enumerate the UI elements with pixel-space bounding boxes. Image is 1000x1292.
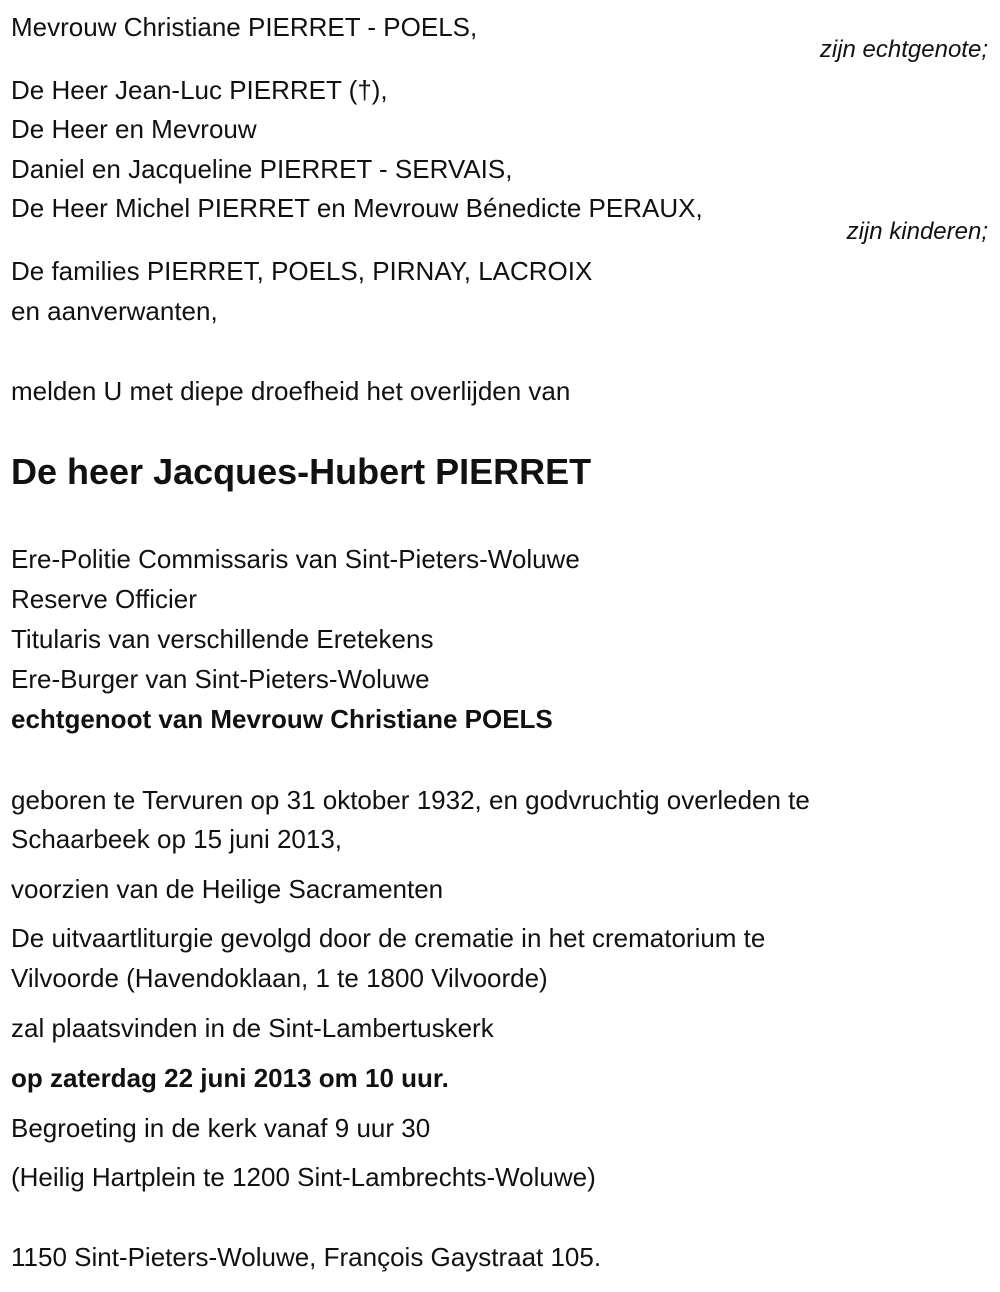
spouse-role: zijn echtgenote; xyxy=(819,36,988,63)
families-line: en aanverwanten, xyxy=(11,296,218,326)
church-address: (Heilig Hartplein te 1200 Sint-Lambrechts-Woluwe) xyxy=(11,1162,596,1192)
child-line: Daniel en Jacqueline PIERRET - SERVAIS, xyxy=(11,154,513,184)
birth-line: geboren te Tervuren op 31 oktober 1932, en godvruchtig overleden te xyxy=(11,785,810,815)
birth-line: Schaarbeek op 15 juni 2013, xyxy=(11,824,343,854)
sacraments: voorzien van de Heilige Sacramenten xyxy=(11,874,444,904)
deceased-name: De heer Jacques-Hubert PIERRET xyxy=(11,451,592,492)
greeting: Begroeting in de kerk vanaf 9 uur 30 xyxy=(11,1113,431,1143)
announcement: melden U met diepe droefheid het overlijden van xyxy=(11,376,571,406)
church: zal plaatsvinden in de Sint-Lambertuskerk xyxy=(11,1013,494,1043)
title-line: Titularis van verschillende Eretekens xyxy=(11,624,434,654)
liturgy-line: De uitvaartliturgie gevolgd door de crematie in het crematorium te xyxy=(11,923,766,953)
title-line: Ere-Politie Commissaris van Sint-Pieters-Woluwe xyxy=(11,544,580,574)
children-role: zijn kinderen; xyxy=(846,218,988,245)
service-date: op zaterdag 22 juni 2013 om 10 uur. xyxy=(11,1063,449,1093)
title-line: Reserve Officier xyxy=(11,584,197,614)
spouse-name: Mevrouw Christiane PIERRET - POELS, xyxy=(11,12,478,42)
child-line: De Heer Jean-Luc PIERRET (†), xyxy=(11,75,388,105)
home-address: 1150 Sint-Pieters-Woluwe, François Gaystraat 105. xyxy=(11,1242,602,1272)
child-line: De Heer en Mevrouw xyxy=(11,114,257,144)
child-line: De Heer Michel PIERRET en Mevrouw Bénedicte PERAUX, xyxy=(11,193,703,223)
spouse-of: echtgenoot van Mevrouw Christiane POELS xyxy=(11,704,553,734)
liturgy-line: Vilvoorde (Havendoklaan, 1 te 1800 Vilvoorde) xyxy=(11,963,548,993)
title-line: Ere-Burger van Sint-Pieters-Woluwe xyxy=(11,664,430,694)
families-line: De families PIERRET, POELS, PIRNAY, LACROIX xyxy=(11,256,593,286)
